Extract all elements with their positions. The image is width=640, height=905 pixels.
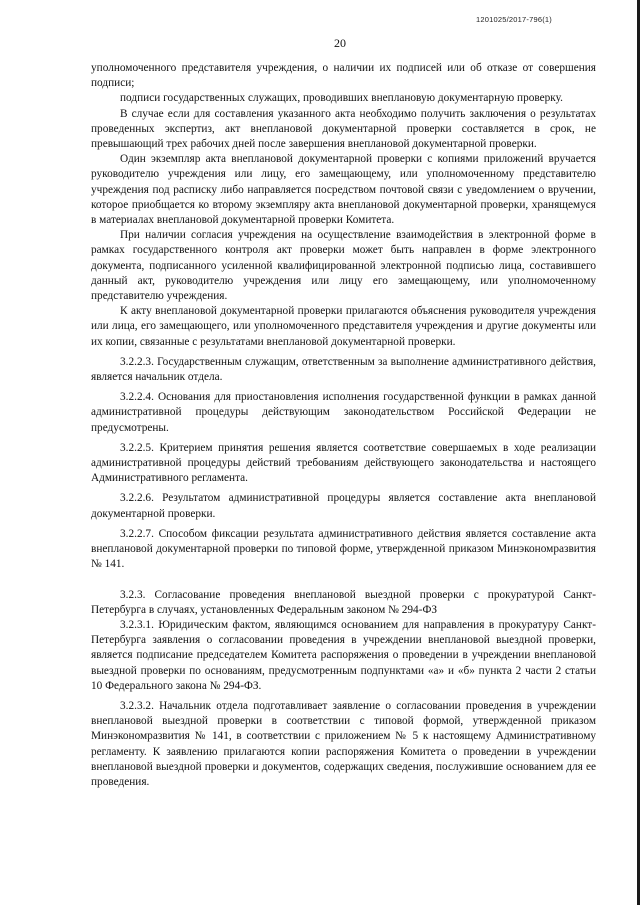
paragraph-3-2-2-3: 3.2.2.3. Государственным служащим, ответственным за выполнение административного действия, является начальник отдела. xyxy=(91,355,596,384)
document-id: 1201025/2017-796(1) xyxy=(476,15,552,24)
paragraph-3-2-2-7: 3.2.2.7. Способом фиксации результата административного действия является составление акта внеплановой документарной проверки по типовой форме, утвержденной приказом Минэкономразвития № 141. xyxy=(91,527,596,571)
paragraph-electronic-form: При наличии согласия учреждения на осуществление взаимодействия в электронной форме в рамках государственного контроля акт проверки может быть направлен в форме электронного документа, подписанного усиленной квалифицированной электронной подписью лица, составившего данный акт, руководителю учреждения или лицу его замещающему, или уполномоченному представителю учреждения. xyxy=(91,229,596,303)
paragraph-3-2-2-5: 3.2.2.5. Критерием принятия решения является соответствие совершаемых в ходе реализации административной процедуры действий требованиям действующего законодательства и настоящего Административного регламента. xyxy=(91,441,596,485)
paragraph-attachments: К акту внеплановой документарной проверки прилагаются объяснения руководителя учреждения или лица, его замещающего, или уполномоченного представителя учреждения и другие документы или их копии, связанные с результатами внеплановой документарной проверки. xyxy=(91,305,596,348)
section-heading-3-2-3: 3.2.3. Согласование проведения внеплановой выездной проверки с прокуратурой Санкт-Петербурга в случаях, установленных Федеральным законом № 294-ФЗ xyxy=(91,588,596,616)
paragraph-3-2-2-6: 3.2.2.6. Результатом административной процедуры является составление акта внеплановой документарной проверки. xyxy=(91,492,596,520)
paragraph-act-copy: Один экземпляр акта внеплановой документарной проверки с копиями приложений вручается руководителю учреждения или лицу, его замещающему, или уполномоченному представителю учреждения под расписку либо направляется посредством почтовой связи с уведомлением о вручении, которое приобщается ко второму экземпляру акта внеплановой документарной проверки, хранящемуся в материалах внеплановой документарной проверки Комитета. xyxy=(91,153,596,227)
page-number: 20 xyxy=(334,36,346,50)
paragraph-3-2-2-4: 3.2.2.4. Основания для приостановления исполнения государственной функции в рамках данной административной процедуры действующим законодательством Российской Федерации не предусмотрены. xyxy=(91,391,596,434)
paragraph-continuation: уполномоченного представителя учреждения, о наличии их подписей или об отказе от совершения подписи; xyxy=(91,62,596,90)
paragraph-3-2-3-1: 3.2.3.1. Юридическим фактом, являющимся основанием для направления в прокуратуру Санкт-Петербурга заявления о согласовании проведения в учреждении внеплановой выездной проверки, является подписание председателем Комитета распоряжения о проведении в учреждении внеплановой выездной проверки по основаниям, предусмотренным подпунктами «а» и «б» пункта 2 части 2 статьи 10 Федерального закона № 294-ФЗ. xyxy=(91,618,596,692)
paragraph-expertise: В случае если для составления указанного акта необходимо получить заключения о результатах проведенных экспертиз, акт внеплановой документарной проверки составляется в срок, не превышающий трех рабочих дней после завершения внеплановой документарной проверки. xyxy=(91,107,596,151)
paragraph-signatures: подписи государственных служащих, проводивших внеплановую документарную проверку. xyxy=(120,92,563,105)
document-body xyxy=(91,61,596,790)
paragraph-3-2-3-2: 3.2.3.2. Начальник отдела подготавливает заявление о согласовании проведения в учреждении внеплановой выездной проверки в соответствии с типовой формой, утвержденной приказом Минэкономразвития № 141, в соответствии с приложением № 5 к настоящему Административному регламенту. К заявлению прилагаются копии распоряжения Комитета о проведении в учреждении внеплановой выездной проверки и документов, содержащих сведения, послужившие основанием для ее проведения. xyxy=(91,699,596,788)
